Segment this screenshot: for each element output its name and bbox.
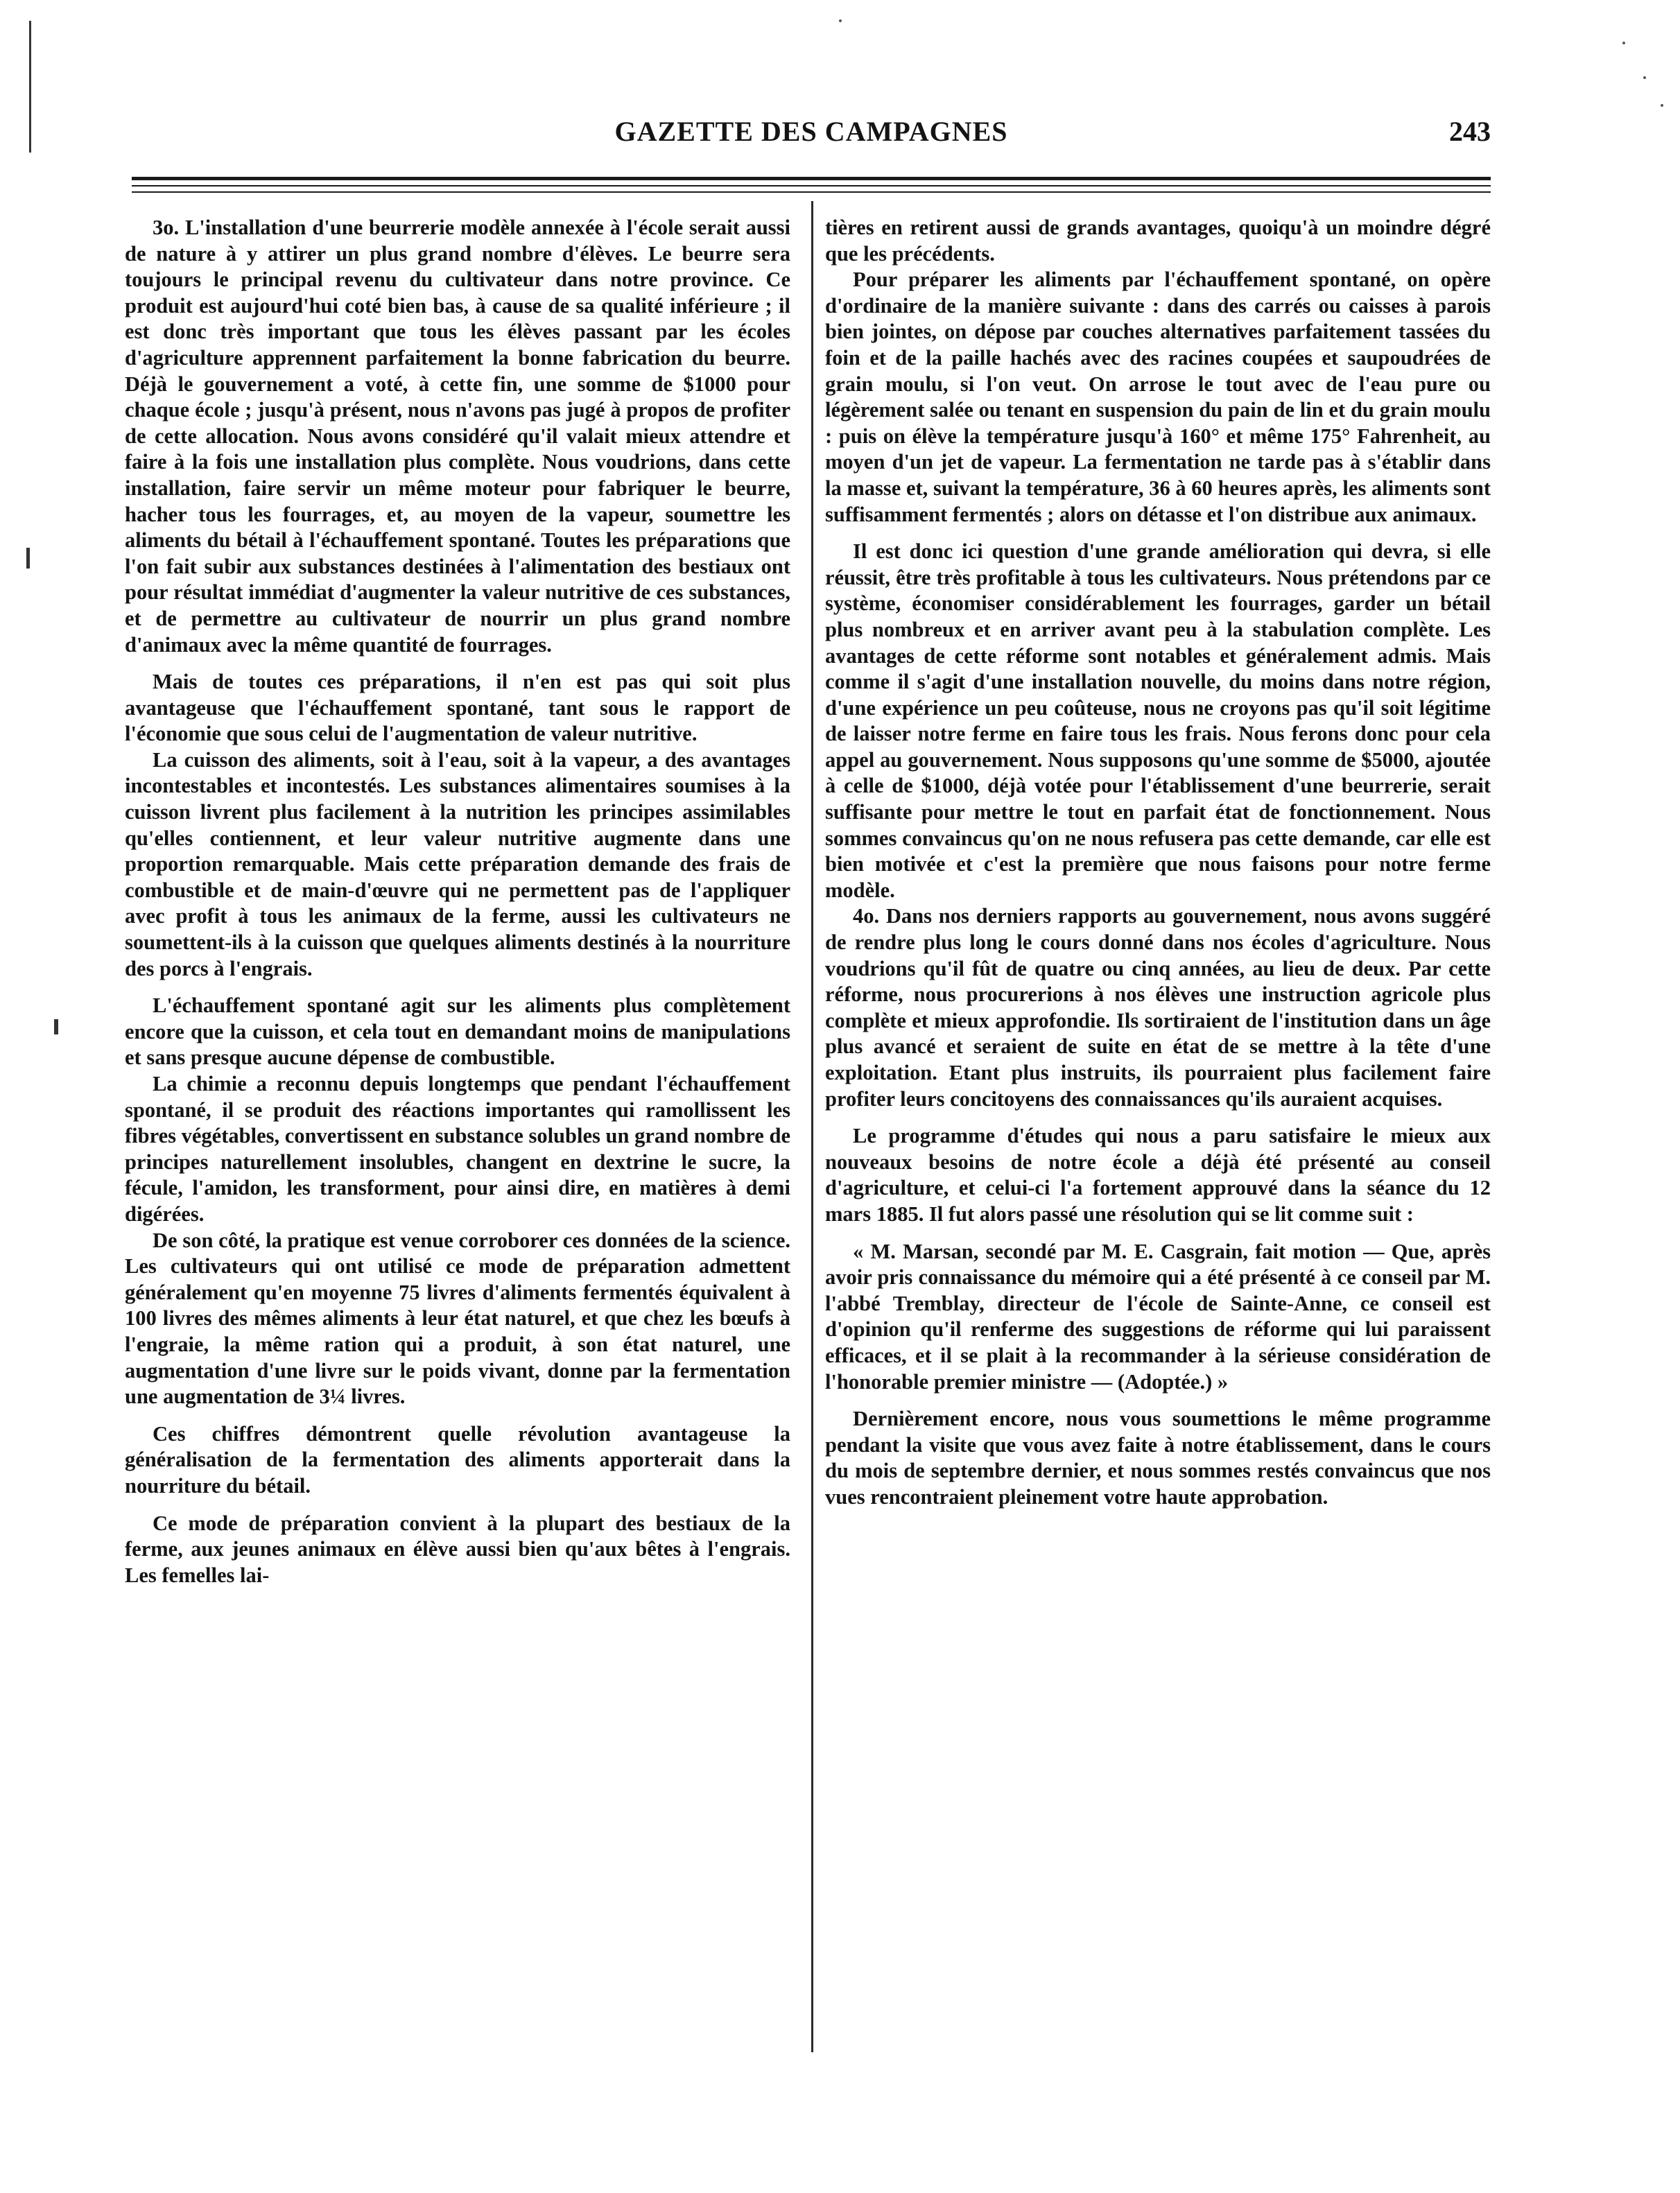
page-number: 243 xyxy=(1449,116,1491,147)
paragraph: La chimie a reconnu depuis longtemps que pendant l'échauffement spontané, il se produit des réactions importantes qui ramollissent les fibres végétables, convertissent en substance solubles un grand nombre de principes naturellement insolubles, changent en dextrine le sucre, la fécule, l'amidon, les transforment, pour ainsi dire, en matières à demi digérées. xyxy=(125,1072,790,1226)
quoted-resolution: « M. Marsan, secondé par M. E. Casgrain, fait motion — Que, après avoir pris connaissance du mémoire qui a été présenté à ce conseil par M. l'abbé Tremblay, directeur de l'école de Sainte-Anne, ce conseil est d'opinion qu'il renferme des suggestions de réforme qui lui paraissent efficaces, et il se plait à la recommander à la sérieuse considération de l'honorable premier ministre — (Adoptée.) » xyxy=(825,1239,1491,1394)
paragraph: Dernièrement encore, nous vous soumettions le même programme pendant la visite que vous avez faite à notre établissement, dans le cours du mois de septembre dernier, et nous sommes restés convaincus que nos vues rencontraient pleinement votre haute approbation. xyxy=(825,1407,1491,1509)
paragraph: Ce mode de préparation convient à la plupart des bestiaux de la ferme, aux jeunes animaux en élève aussi bien qu'aux bêtes à l'engrais. Les femelles lai- xyxy=(125,1511,790,1587)
paragraph: Ces chiffres démontrent quelle révolution avantageuse la généralisation de la fermentation des aliments apporterait dans la nourriture du bétail. xyxy=(125,1421,790,1498)
left-column xyxy=(125,215,790,1588)
paragraph: Mais de toutes ces préparations, il n'en est pas qui soit plus avantageuse que l'échauffement spontané, tant sous le rapport de l'économie que sous celui de l'augmentation de valeur nutritive. xyxy=(125,670,790,746)
header-rule-thin xyxy=(132,185,1491,187)
header-rule-thin-lower xyxy=(132,191,1491,193)
scan-speck xyxy=(1661,104,1663,107)
header-rule-thick xyxy=(132,177,1491,180)
scan-margin-mark xyxy=(26,548,30,569)
paragraph: tières en retirent aussi de grands avantages, quoiqu'à un moindre dégré que les précédents. xyxy=(825,216,1491,266)
paragraph: Pour préparer les aliments par l'échauffement spontané, on opère d'ordinaire de la manière suivante : dans des carrés ou caisses à parois bien jointes, on dépose par couches alternatives parfaitement tassées du foin et de la paille hachés avec des racines coupées et saupoudrées de grain moulu, si l'on veut. On arrose le tout avec de l'eau pure ou légèrement salée ou tenant en suspension du pain de lin et du grain moulu : puis on élève la température jusqu'à 160° et même 175° Fahrenheit, au moyen d'un jet de vapeur. La fermentation ne tarde pas à s'établir dans la masse et, suivant la température, 36 à 60 heures après, les aliments sont suffisamment fermentés ; alors on détasse et l'on distribue aux animaux. xyxy=(825,268,1491,526)
paragraph: L'échauffement spontané agit sur les aliments plus complètement encore que la cuisson, et cela tout en demandant moins de manipulations et sans presque aucune dépense de combustible. xyxy=(125,994,790,1070)
paragraph: Il est donc ici question d'une grande amélioration qui devra, si elle réussit, être très profitable à tous les cultivateurs. Nous prétendons par ce système, économiser considérablement les fourrages, garder un bétail plus nombreux et en arriver avant peu à la stabulation complète. Les avantages de cette réforme sont notables et généralement admis. Mais comme il s'agit d'une installation nouvelle, du moins dans notre région, d'une expérience un peu coûteuse, nous ne croyons pas qu'il soit légitime de laisser notre ferme en faire tous les frais. Nous ferons donc pour cela appel au gouvernement. Nous supposons qu'une somme de $5000, ajoutée à celle de $1000, déjà votée pour l'établissement d'une beurrerie, serait suffisante pour mettre le tout en parfait état de fonctionnement. Nous sommes convaincus qu'on ne nous refusera pas cette demande, car elle est bien motivée et c'est la première que nous faisons pour notre ferme modèle. xyxy=(825,539,1491,902)
paragraph: 3o. L'installation d'une beurrerie modèle annexée à l'école serait aussi de nature à y attirer un plus grand nombre d'élèves. Le beurre sera toujours le principal revenu du cultivateur dans notre province. Ce produit est aujourd'hui coté bien bas, à cause de sa qualité inférieure ; il est donc très important que tous les élèves passant par les écoles d'agriculture apprennent parfaitement la bonne fabrication du beurre. Déjà le gouvernement a voté, à cette fin, une somme de $1000 pour chaque école ; jusqu'à présent, nous n'avons pas jugé à propos de profiter de cette allocation. Nous avons considéré qu'il valait mieux attendre et faire à la fois une installation plus complète. Nous voudrions, dans cette installation, faire servir un même moteur pour fabriquer le beurre, hacher tous les fourrages, et, au moyen de la vapeur, soumettre les aliments du bétail à l'échauffement spontané. Toutes les préparations que l'on fait subir aux substances destinées à l'alimentation des bestiaux ont pour résultat immédiat d'augmenter la valeur nutritive de ces substances, et de permettre au cultivateur de nourrir un plus grand nombre d'animaux avec la même quantité de fourrages. xyxy=(125,216,790,657)
right-column xyxy=(825,215,1491,1511)
scan-speck xyxy=(1622,42,1625,44)
paragraph: De son côté, la pratique est venue corroborer ces données de la science. Les cultivateurs qui ont utilisé ce mode de préparation admettent généralement qu'en moyenne 75 livres d'aliments fermentés équivalent à 100 livres des mêmes aliments à leur état naturel, et que chez les bœufs à l'engraie, la même ration qui a produit, à son état naturel, une augmentation d'une livre sur le poids vivant, donne par la fermentation une augmentation de 3¼ livres. xyxy=(125,1228,790,1409)
scan-speck xyxy=(1643,76,1646,79)
scan-speck xyxy=(839,19,842,22)
column-divider xyxy=(811,201,813,2052)
scan-margin-mark xyxy=(54,1019,58,1034)
publication-title: GAZETTE DES CAMPAGNES xyxy=(614,116,1008,147)
scan-margin-mark xyxy=(29,21,31,153)
page-header xyxy=(132,115,1491,157)
paragraph: 4o. Dans nos derniers rapports au gouvernement, nous avons suggéré de rendre plus long le cours donné dans nos écoles d'agriculture. Nous voudrions qu'il fût de quatre ou cinq années, au lieu de deux. Par cette réforme, nous procurerions à nos élèves une instruction agricole plus complète et mieux approfondie. Ils sortiraient de l'institution dans un âge plus avancé et seraient de suite en état de se mettre à la tête d'une exploitation. Etant plus instruits, ils pourraient plus facilement faire profiter leurs concitoyens des connaissances qu'ils auraient acquises. xyxy=(825,904,1491,1111)
paragraph: La cuisson des aliments, soit à l'eau, soit à la vapeur, a des avantages incontestables et incontestés. Les substances alimentaires soumises à la cuisson livrent plus facilement à la nutrition les principes assimilables qu'elles contiennent, et leur valeur nutritive augmente dans une proportion remarquable. Mais cette préparation demande des frais de combustible et de main-d'œuvre qui ne permettent pas de l'appliquer avec profit à tous les animaux de la ferme, aussi les cultivateurs ne soumettent-ils à la cuisson que quelques aliments destinés à la nourriture des porcs à l'engrais. xyxy=(125,747,790,980)
paragraph: Le programme d'études qui nous a paru satisfaire le mieux aux nouveaux besoins de notre école a déjà été présenté au conseil d'agriculture, et celui-ci l'a fortement approuvé dans la séance du 12 mars 1885. Il fut alors passé une résolution qui se lit comme suit : xyxy=(825,1124,1491,1226)
